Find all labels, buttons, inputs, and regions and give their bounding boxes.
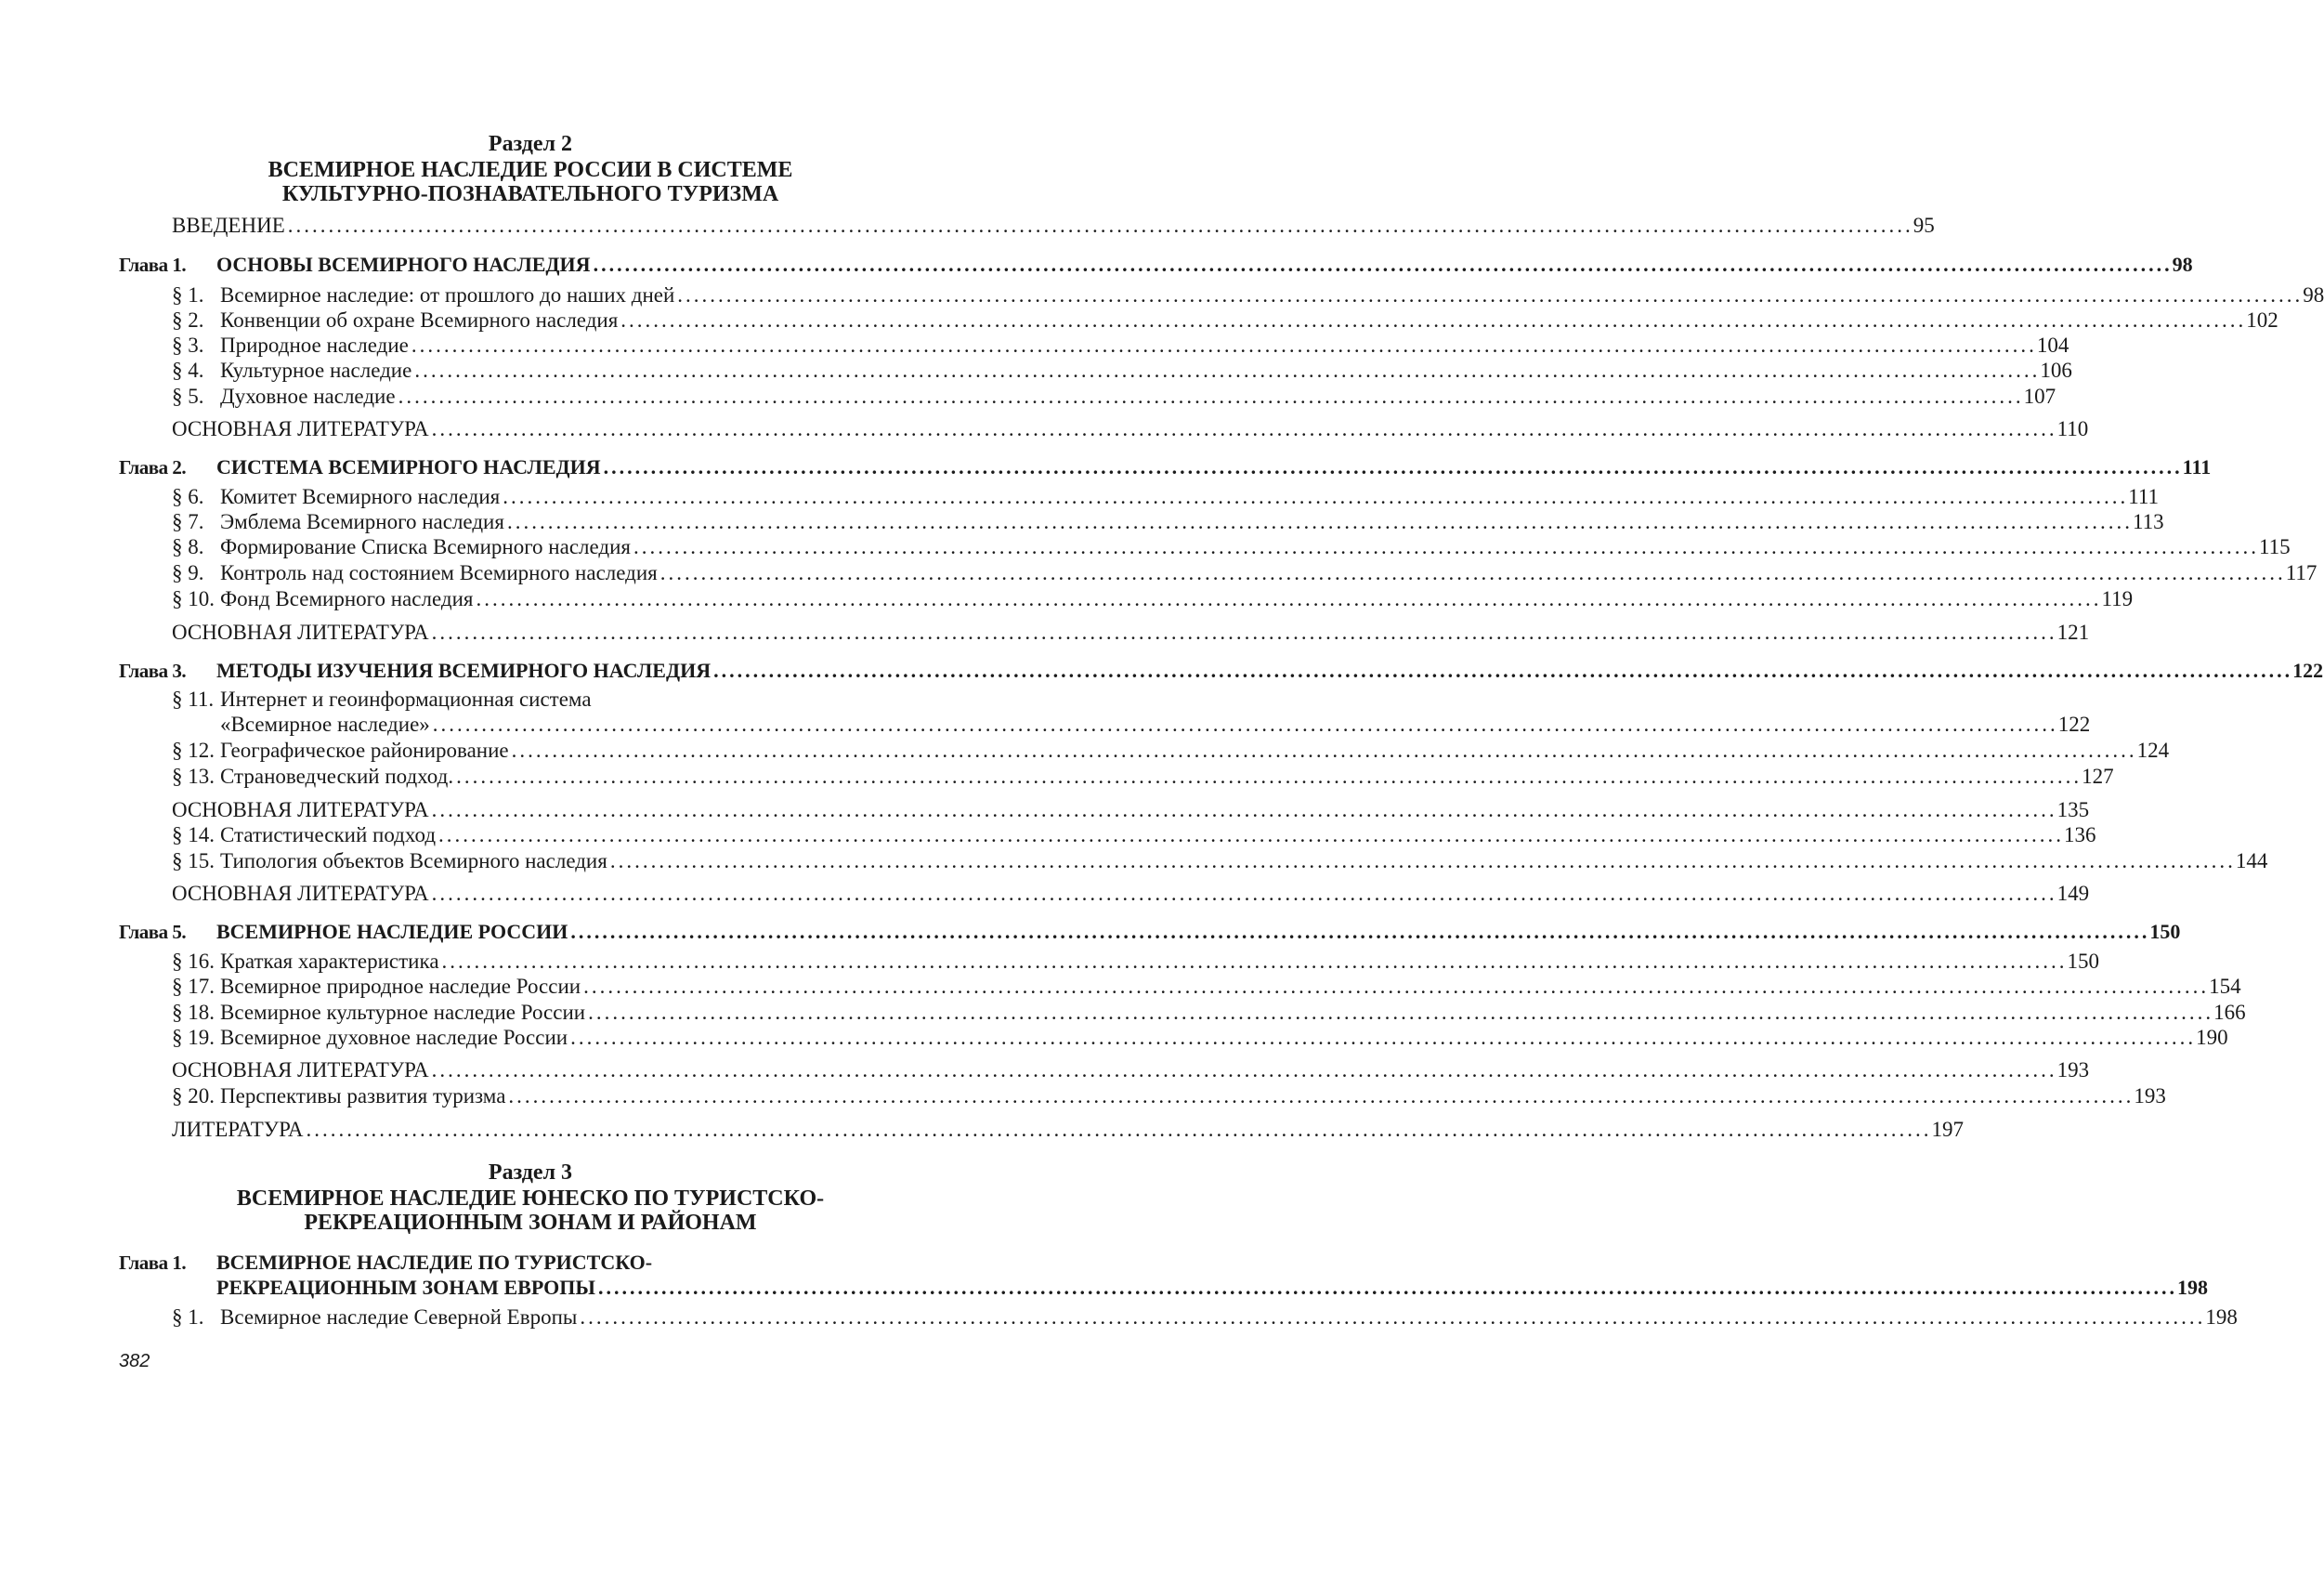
entry-title[interactable]: Культурное наследие	[220, 359, 412, 382]
toc-entry	[0, 847, 2268, 875]
toc-entry	[0, 585, 2134, 613]
entry-title[interactable]: МЕТОДЫ ИЗУЧЕНИЯ ВСЕМИРНОГО НАСЛЕДИЯ	[216, 659, 712, 682]
dot-leader: ........................................................................................................................................................................................................	[431, 798, 2057, 821]
dot-leader: ........................................................................................................................................................................................................	[593, 253, 2173, 276]
entry-title[interactable]: Комитет Всемирного наследия	[220, 485, 501, 508]
entry-title[interactable]: Географическое районирование	[220, 739, 509, 762]
toc-entry	[0, 383, 2056, 411]
entry-title[interactable]: Фонд Всемирного наследия	[220, 587, 474, 610]
toc-entry	[0, 508, 2164, 536]
paragraph-number: § 6.	[172, 485, 204, 508]
toc-entry	[0, 1304, 2238, 1331]
entry-title[interactable]: ВВЕДЕНИЕ	[172, 214, 285, 237]
page-ref[interactable]: 117	[2285, 561, 2317, 584]
paragraph-number: § 1.	[172, 283, 204, 307]
page-number: 382	[119, 1351, 150, 1371]
toc-entry	[0, 711, 2091, 739]
page-ref[interactable]: 113	[2132, 510, 2164, 533]
toc-entry	[0, 357, 2072, 385]
page-ref[interactable]: 98	[2303, 283, 2324, 307]
paragraph-number: § 8.	[172, 535, 204, 558]
entry-title[interactable]: Краткая характеристика	[220, 950, 439, 973]
section-heading: Раздел 2	[488, 132, 573, 156]
entry-title[interactable]: «Всемирное наследие»	[220, 713, 430, 736]
toc-entry	[0, 763, 2114, 791]
toc-entry	[0, 737, 2170, 765]
paragraph-number: § 3.	[172, 334, 204, 357]
toc-entry	[0, 880, 2090, 908]
dot-leader: ........................................................................................................................................................................................................	[603, 455, 2183, 478]
paragraph-number: § 9.	[172, 561, 204, 584]
paragraph-number: § 11.	[172, 688, 215, 711]
chapter-label: Глава 5.	[119, 921, 187, 943]
page-ref[interactable]: 150	[2067, 950, 2100, 973]
toc-entry	[0, 948, 2100, 976]
entry-title[interactable]: ОСНОВЫ ВСЕМИРНОГО НАСЛЕДИЯ	[216, 253, 591, 276]
entry-title[interactable]: ОСНОВНАЯ ЛИТЕРАТУРА	[172, 798, 429, 821]
entry-title[interactable]: ЛИТЕРАТУРА	[172, 1118, 304, 1141]
paragraph-number: § 16.	[172, 950, 215, 973]
toc-entry	[0, 686, 1061, 714]
toc-entry	[0, 415, 2089, 443]
dot-leader: ........................................................................................................................................................................................................	[677, 283, 2304, 307]
dot-leader: ........................................................................................................................................................................................................	[432, 713, 2058, 736]
toc-entry	[0, 1024, 2228, 1052]
section-heading: РЕКРЕАЦИОННЫМ ЗОНАМ И РАЙОНАМ	[304, 1211, 757, 1235]
page-ref[interactable]: 107	[2023, 385, 2056, 408]
page-ref[interactable]: 190	[2196, 1026, 2228, 1049]
dot-leader: ........................................................................................................................................................................................................	[456, 765, 2082, 788]
page-ref[interactable]: 115	[2259, 535, 2291, 558]
page-ref[interactable]: 136	[2064, 823, 2096, 846]
paragraph-number: § 5.	[172, 385, 204, 408]
entry-title[interactable]: ОСНОВНАЯ ЛИТЕРАТУРА	[172, 417, 429, 440]
paragraph-number: § 2.	[172, 308, 204, 332]
paragraph-number: § 7.	[172, 510, 204, 533]
entry-title[interactable]: Духовное наследие	[220, 385, 396, 408]
paragraph-number: § 19.	[172, 1026, 215, 1049]
dot-leader: ........................................................................................................................................................................................................	[511, 739, 2137, 762]
section-heading: ВСЕМИРНОЕ НАСЛЕДИЕ ЮНЕСКО ПО ТУРИСТСКО-	[236, 1186, 825, 1211]
page-ref[interactable]: 111	[2128, 485, 2159, 508]
page-ref[interactable]: 144	[2235, 849, 2268, 872]
page-ref[interactable]: 122	[2292, 659, 2324, 682]
paragraph-number: § 17.	[172, 975, 215, 998]
entry-title[interactable]: Эмблема Всемирного наследия	[220, 510, 504, 533]
entry-title[interactable]: ОСНОВНАЯ ЛИТЕРАТУРА	[172, 882, 429, 905]
page-ref[interactable]: 106	[2040, 359, 2072, 382]
entry-title[interactable]: Формирование Списка Всемирного наследия	[220, 535, 631, 558]
dot-leader: ........................................................................................................................................................................................................	[431, 621, 2057, 644]
paragraph-number: § 4.	[172, 359, 204, 382]
chapter-label: Глава 2.	[119, 456, 187, 478]
dot-leader: ........................................................................................................................................................................................................	[508, 1084, 2135, 1108]
dot-leader: ........................................................................................................................................................................................................	[438, 823, 2065, 846]
section-heading: КУЛЬТУРНО-ПОЗНАВАТЕЛЬНОГО ТУРИЗМА	[281, 182, 779, 206]
toc-entry	[0, 657, 2324, 685]
entry-title[interactable]: Всемирное природное наследие России	[220, 975, 581, 998]
section-heading: Раздел 3	[488, 1160, 573, 1185]
page-ref[interactable]: 135	[2056, 798, 2090, 821]
page-ref[interactable]: 193	[2056, 1058, 2090, 1081]
page-ref[interactable]: 154	[2209, 975, 2241, 998]
toc-entry	[0, 559, 2317, 587]
paragraph-number: § 1.	[172, 1305, 204, 1329]
entry-title[interactable]: Интернет и геоинформационная система	[220, 688, 592, 711]
toc-entry	[0, 1116, 1965, 1144]
entry-title[interactable]: ВСЕМИРНОЕ НАСЛЕДИЕ ПО ТУРИСТСКО-	[216, 1251, 653, 1274]
dot-leader: ........................................................................................................................................................................................................	[431, 882, 2057, 905]
entry-title[interactable]: Страноведческий подход.	[220, 765, 454, 788]
page-ref[interactable]: 98	[2172, 253, 2193, 276]
toc-entry	[0, 483, 2159, 511]
page-ref[interactable]: 121	[2056, 621, 2090, 644]
paragraph-number: § 12.	[172, 739, 215, 762]
entry-title[interactable]: Типология объектов Всемирного наследия	[220, 849, 607, 872]
paragraph-number: § 13.	[172, 765, 215, 788]
page-ref[interactable]: 124	[2136, 739, 2170, 762]
toc-entry	[0, 307, 2278, 334]
entry-title[interactable]: ОСНОВНАЯ ЛИТЕРАТУРА	[172, 1058, 429, 1081]
toc-entry	[0, 212, 1935, 240]
dot-leader: ........................................................................................................................................................................................................	[287, 214, 1913, 237]
entry-title[interactable]: СИСТЕМА ВСЕМИРНОГО НАСЛЕДИЯ	[216, 455, 601, 478]
toc-entry	[0, 282, 2324, 309]
page-ref[interactable]: 111	[2182, 455, 2212, 478]
dot-leader: ........................................................................................................................................................................................................	[441, 950, 2068, 973]
paragraph-number: § 15.	[172, 849, 215, 872]
dot-leader: ........................................................................................................................................................................................................	[597, 1276, 2177, 1299]
page-ref[interactable]: 198	[2205, 1305, 2238, 1329]
entry-title[interactable]: Конвенции об охране Всемирного наследия	[220, 308, 619, 332]
dot-leader: ........................................................................................................................................................................................................	[431, 1058, 2057, 1081]
entry-title[interactable]: Всемирное наследие Северной Европы	[220, 1305, 578, 1329]
page-ref[interactable]: 150	[2149, 920, 2181, 943]
dot-leader: ........................................................................................................................................................................................................	[414, 359, 2041, 382]
entry-title[interactable]: Всемирное культурное наследие России	[220, 1001, 586, 1024]
page-ref[interactable]: 197	[1931, 1118, 1965, 1141]
dot-leader: ........................................................................................................................................................................................................	[713, 659, 2293, 682]
chapter-label: Глава 1.	[119, 1252, 187, 1274]
entry-title[interactable]: Всемирное духовное наследие России	[220, 1026, 568, 1049]
paragraph-number: § 10.	[172, 587, 215, 610]
dot-leader: ........................................................................................................................................................................................................	[570, 920, 2150, 943]
toc-entry	[0, 619, 2090, 647]
dot-leader: ........................................................................................................................................................................................................	[506, 510, 2133, 533]
page-ref[interactable]: 198	[2176, 1276, 2208, 1299]
toc-entry	[0, 999, 2246, 1027]
dot-leader: ........................................................................................................................................................................................................	[583, 975, 2210, 998]
dot-leader: ........................................................................................................................................................................................................	[476, 587, 2102, 610]
entry-title[interactable]: Статистический подход	[220, 823, 437, 846]
toc-entry	[0, 821, 2096, 849]
toc-entry	[0, 332, 2069, 360]
dot-leader: ........................................................................................................................................................................................................	[588, 1001, 2214, 1024]
entry-title[interactable]: РЕКРЕАЦИОННЫМ ЗОНАМ ЕВРОПЫ	[216, 1276, 595, 1299]
page-ref[interactable]: 95	[1913, 214, 1935, 237]
toc-entry	[0, 796, 2090, 824]
toc-entry	[0, 1274, 2208, 1302]
dot-leader: ........................................................................................................................................................................................................	[503, 485, 2129, 508]
dot-leader: ........................................................................................................................................................................................................	[633, 535, 2259, 558]
page-ref[interactable]: 104	[2036, 334, 2069, 357]
dot-leader: ........................................................................................................................................................................................................	[609, 849, 2236, 872]
toc-entry	[0, 918, 2181, 946]
page-ref[interactable]: 110	[2056, 417, 2089, 440]
dot-leader: ........................................................................................................................................................................................................	[398, 385, 2024, 408]
page-ref[interactable]: 102	[2246, 308, 2278, 332]
entry-title[interactable]: Природное наследие	[220, 334, 409, 357]
paragraph-number: § 14.	[172, 823, 215, 846]
page-ref[interactable]: 193	[2134, 1084, 2166, 1108]
toc-entry	[0, 1056, 2090, 1084]
entry-title[interactable]: Контроль над состоянием Всемирного наследия	[220, 561, 658, 584]
paragraph-number: § 18.	[172, 1001, 215, 1024]
dot-leader: ........................................................................................................................................................................................................	[659, 561, 2286, 584]
toc-entry	[0, 1082, 2166, 1110]
dot-leader: ........................................................................................................................................................................................................	[411, 334, 2037, 357]
page-ref[interactable]: 166	[2213, 1001, 2246, 1024]
entry-title[interactable]: Перспективы развития туризма	[220, 1084, 506, 1108]
chapter-label: Глава 3.	[119, 660, 187, 682]
entry-title[interactable]: Всемирное наследие: от прошлого до наших дней	[220, 283, 675, 307]
toc-entry	[0, 533, 2291, 561]
page-ref[interactable]: 149	[2056, 882, 2090, 905]
dot-leader: ........................................................................................................................................................................................................	[570, 1026, 2197, 1049]
toc-entry	[0, 453, 2212, 481]
dot-leader: ........................................................................................................................................................................................................	[431, 417, 2057, 440]
toc-entry	[0, 251, 2193, 279]
dot-leader: ........................................................................................................................................................................................................	[306, 1118, 1932, 1141]
toc-entry	[0, 1249, 1061, 1277]
dot-leader: ........................................................................................................................................................................................................	[620, 308, 2247, 332]
paragraph-number: § 20.	[172, 1084, 215, 1108]
dot-leader: ........................................................................................................................................................................................................	[580, 1305, 2206, 1329]
page-ref[interactable]: 119	[2101, 587, 2134, 610]
page-ref[interactable]: 127	[2082, 765, 2114, 788]
section-heading: ВСЕМИРНОЕ НАСЛЕДИЕ РОССИИ В СИСТЕМЕ	[268, 158, 793, 182]
entry-title[interactable]: ВСЕМИРНОЕ НАСЛЕДИЕ РОССИИ	[216, 920, 568, 943]
page-ref[interactable]: 122	[2057, 713, 2091, 736]
entry-title[interactable]: ОСНОВНАЯ ЛИТЕРАТУРА	[172, 621, 429, 644]
chapter-label: Глава 1.	[119, 254, 187, 276]
toc-entry	[0, 973, 2241, 1001]
